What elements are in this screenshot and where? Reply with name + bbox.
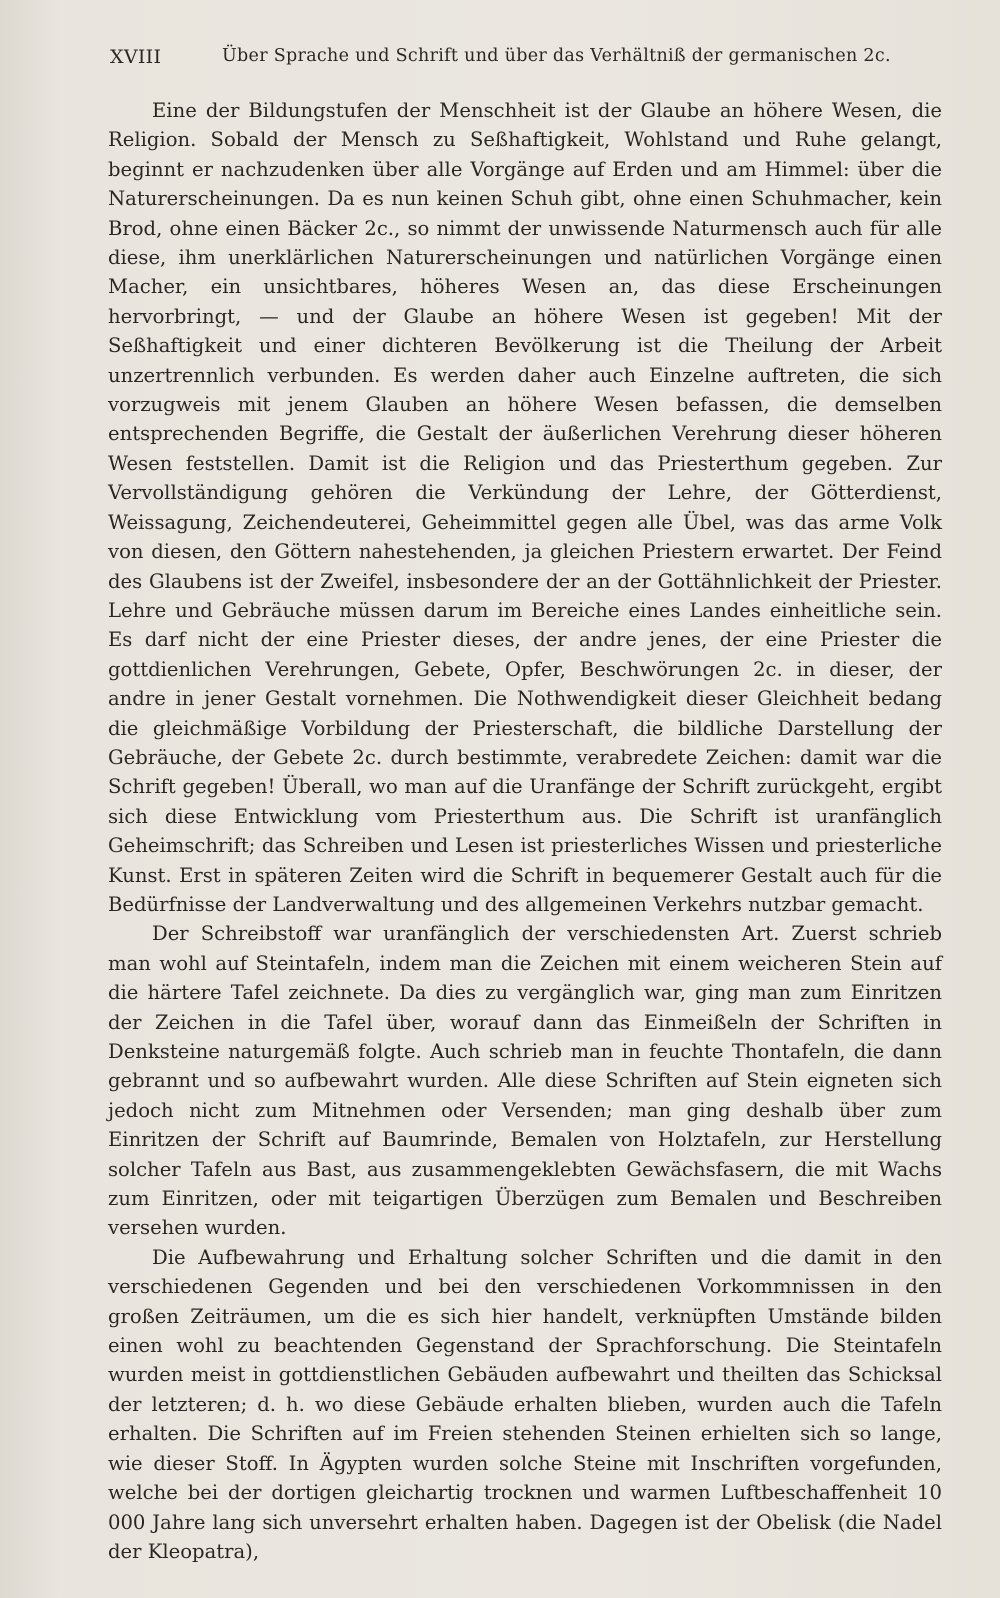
paragraph-schreibstoff: Der Schreibstoff war uranfänglich der verschiedensten Art. Zuerst schrieb man wohl auf Steintafeln, indem man die Zeichen mit einem weicheren Stein auf die härtere Tafel zeichnete. Da dies zu vergänglich war, ging man zum Einritzen der Zeichen in die Tafel über, worauf dann das Einmeißeln der Schriften in Denksteine naturgemäß folgte. Auch schrieb man in feuchte Thontafeln, die dann gebrannt und so aufbewahrt wurden. Alle diese Schriften auf Stein eigneten sich jedoch nicht zum Mitnehmen oder Versenden; man ging deshalb über zum Einritzen der Schrift auf Baumrinde, Bemalen von Holztafeln, zur Herstellung solcher Tafeln aus Bast, aus zusammengeklebten Gewächsfasern, die mit Wachs zum Einritzen, oder mit teigartigen Überzügen zum Bemalen und Beschreiben versehen wurden. [108, 922, 942, 1240]
page-header [110, 44, 950, 74]
paragraph-aufbewahrung: Die Aufbewahrung und Erhaltung solcher Schriften und die damit in den verschiedenen Gegenden und bei den verschiedenen Vorkommnissen in den großen Zeiträumen, um die es sich hier handelt, verknüpften Umstände bilden einen wohl zu beachtenden Gegenstand der Sprachforschung. Die Steintafeln wurden meist in gottdienstlichen Gebäuden aufbewahrt und theilten das Schicksal der letzteren; d. h. wo diese Gebäude erhalten blieben, wurden auch die Tafeln erhalten. Die Schriften auf im Freien stehenden Steinen erhielten sich so lange, wie dieser Stoff. In Ägypten wurden solche Steine mit Inschriften vorgefunden, welche bei der dortigen gleichartig trocknen und warmen Luftbeschaffenheit 10 000 Jahre lang sich unversehrt erhalten haben. Dagegen ist der Obelisk (die Nadel der Kleopatra), [108, 1245, 942, 1563]
page-number: XVIII [110, 46, 162, 68]
paragraph-religion: Eine der Bildungstufen der Menschheit ist der Glaube an höhere Wesen, die Religion. Sobald der Mensch zu Seßhaftigkeit, Wohlstand und Ruhe gelangt, beginnt er nachzudenken über alle Vorgänge auf Erden und am Himmel: über die Naturerscheinungen. Da es nun keinen Schuh gibt, ohne einen Schuhmacher, kein Brod, ohne einen Bäcker 2c., so nimmt der unwissende Naturmensch auch für alle diese, ihm unerklärlichen Naturerscheinungen und natürlichen Vorgänge einen Macher, ein unsichtbares, höheres Wesen an, das diese Erscheinungen hervorbringt, — und der Glaube an höhere Wesen ist gegeben! Mit der Seßhaftigkeit und einer dichteren Bevölkerung ist die Theilung der Arbeit unzertrennlich verbunden. Es werden daher auch Einzelne auftreten, die sich vorzugweis mit jenem Glauben an höhere Wesen befassen, die demselben entsprechenden Begriffe, die Gestalt der äußerlichen Verehrung dieser höheren Wesen feststellen. Damit ist die Religion und das Priesterthum gegeben. Zur Vervollständigung gehören die Verkündung der Lehre, der Götterdienst, Weissagung, Zeichendeuterei, Geheimmittel gegen alle Übel, was das arme Volk von diesen, den Göttern nahestehenden, ja gleichen Priestern erwartet. Der Feind des Glaubens ist der Zweifel, insbesondere der an der Gottähnlichkeit der Priester. Lehre und Gebräuche müssen darum im Bereiche eines Landes einheitliche sein. Es darf nicht der eine Priester dieses, der andre jenes, der eine Priester die gottdienlichen Verehrungen, Gebete, Opfer, Beschwörungen 2c. in dieser, der andre in jener Gestalt vornehmen. Die Nothwendigkeit dieser Gleichheit bedang die gleichmäßige Vorbildung der Priesterschaft, die bildliche Darstellung der Gebräuche, der Gebete 2c. durch bestimmte, verabredete Zeichen: damit war die Schrift gegeben! Überall, wo man auf die Uranfänge der Schrift zurückgeht, ergibt sich diese Entwicklung vom Priesterthum aus. Die Schrift ist uranfänglich Geheimschrift; das Schreiben und Lesen ist priesterliches Wissen und priesterliche Kunst. Erst in späteren Zeiten wird die Schrift in bequemerer Gestalt auch für die Bedürfnisse der Landverwaltung und des allgemeinen Verkehrs nutzbar gemacht. [108, 99, 942, 916]
running-head: Über Sprache und Schrift und über das Verhältniß der germanischen 2c. [222, 46, 891, 66]
body-text [108, 96, 942, 1566]
